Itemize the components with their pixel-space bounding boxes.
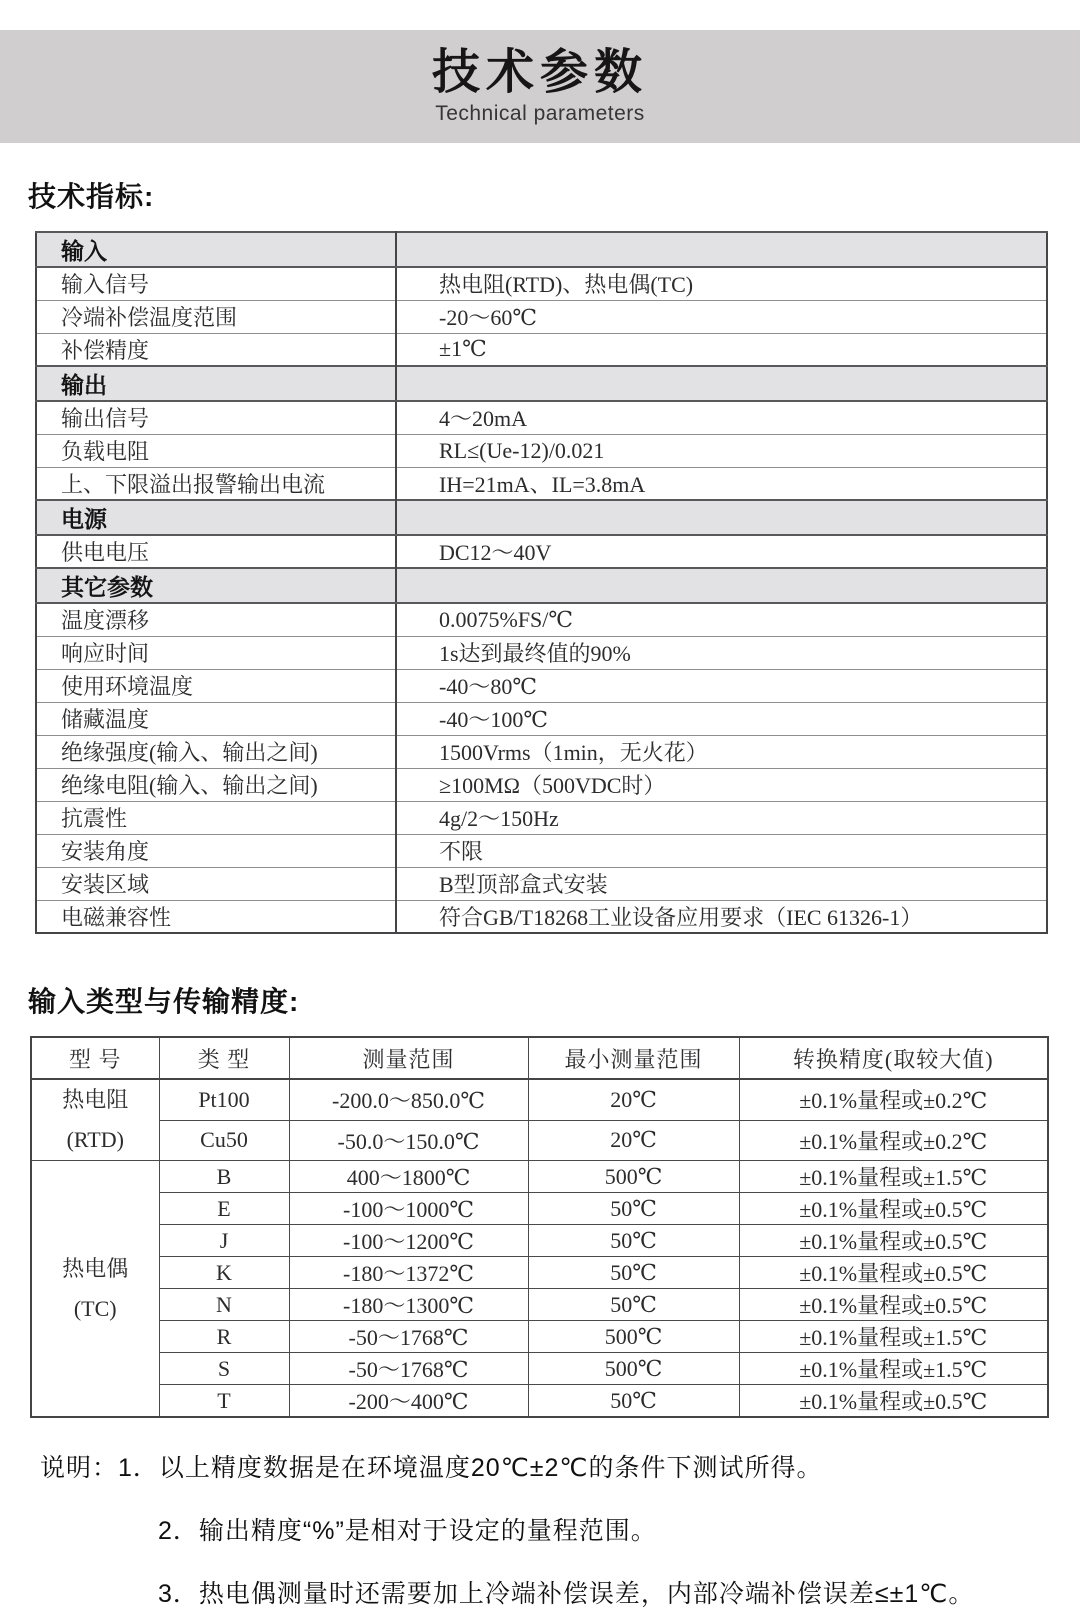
sensor-type: R [159,1321,289,1353]
sensor-model-name: 热电偶 [62,1255,129,1281]
spec-row [36,900,1047,933]
spec-row [36,768,1047,801]
page-subtitle: Technical parameters [435,101,645,125]
min-measure-range: 50℃ [528,1225,739,1257]
spec-row [36,434,1047,467]
accuracy-row [31,1289,1048,1321]
spec-param-value: RL≤(Ue-12)/0.021 [396,434,1047,467]
conversion-accuracy: ±0.1%量程或±1.5℃ [739,1353,1048,1385]
accuracy-row [31,1193,1048,1225]
spec-param-label: 安装角度 [36,834,396,867]
spec-section-label: 其它参数 [36,568,396,603]
spec-section-label: 电源 [36,500,396,535]
conversion-accuracy: ±0.1%量程或±0.5℃ [739,1257,1048,1289]
spec-section-row [36,500,1047,535]
conversion-accuracy: ±0.1%量程或±0.5℃ [739,1193,1048,1225]
spec-param-value: ≥100MΩ（500VDC时） [396,768,1047,801]
conversion-accuracy: ±0.1%量程或±0.5℃ [739,1225,1048,1257]
spec-row [36,834,1047,867]
spec-section-spacer [396,568,1047,603]
conversion-accuracy: ±0.1%量程或±0.5℃ [739,1385,1048,1418]
conversion-accuracy: ±0.1%量程或±1.5℃ [739,1321,1048,1353]
spec-param-value: 4g/2～150Hz [396,801,1047,834]
min-measure-range: 500℃ [528,1353,739,1385]
min-measure-range: 500℃ [528,1161,739,1193]
note-2: 2．输出精度“%”是相对于设定的量程范围。 [158,1517,657,1545]
spec-row [36,636,1047,669]
sensor-model-cell [31,1161,159,1418]
spec-row [36,603,1047,636]
accuracy-header-cell: 测量范围 [289,1037,528,1079]
measure-range: -100～1000℃ [289,1193,528,1225]
spec-param-value: -40～100℃ [396,702,1047,735]
note-3: 3．热电偶测量时还需要加上冷端补偿误差，内部冷端补偿误差≤±1℃。 [158,1580,975,1608]
spec-row [36,669,1047,702]
spec-param-label: 使用环境温度 [36,669,396,702]
min-measure-range: 50℃ [528,1385,739,1418]
sensor-type: Pt100 [159,1079,289,1120]
header-banner [0,30,1080,143]
spec-row [36,333,1047,366]
spec-param-label: 绝缘电阻(输入、输出之间) [36,768,396,801]
min-measure-range: 50℃ [528,1289,739,1321]
sensor-model-cell [31,1079,159,1161]
spec-param-label: 输入信号 [36,267,396,300]
accuracy-row [31,1257,1048,1289]
accuracy-header-cell: 类 型 [159,1037,289,1079]
measure-range: 400～1800℃ [289,1161,528,1193]
measure-range: -50～1768℃ [289,1321,528,1353]
spec-section-row [36,568,1047,603]
spec-section-spacer [396,232,1047,267]
spec-section-label: 输入 [36,232,396,267]
min-measure-range: 50℃ [528,1257,739,1289]
sensor-model-name: 热电阻 [62,1087,129,1112]
accuracy-row [31,1161,1048,1193]
sensor-type: K [159,1257,289,1289]
sensor-type: E [159,1193,289,1225]
spec-param-label: 温度漂移 [36,603,396,636]
sensor-type: T [159,1385,289,1418]
spec-param-value: 4～20mA [396,401,1047,434]
spec-param-value: 1500Vrms（1min，无火花） [396,735,1047,768]
spec-param-value: 1s达到最终值的90% [396,636,1047,669]
spec-row [36,535,1047,568]
spec-row [36,702,1047,735]
spec-section-spacer [396,500,1047,535]
spec-section-heading: 技术指标: [28,181,155,212]
spec-section-row [36,366,1047,401]
spec-param-label: 储藏温度 [36,702,396,735]
spec-table [35,231,1048,934]
accuracy-header-cell: 型 号 [31,1037,159,1079]
spec-section-row [36,232,1047,267]
min-measure-range: 50℃ [528,1193,739,1225]
spec-row [36,467,1047,500]
accuracy-header-row [31,1037,1048,1079]
sensor-type: N [159,1289,289,1321]
spec-param-value: ±1℃ [396,333,1047,366]
spec-param-label: 电磁兼容性 [36,900,396,933]
accuracy-table-body [31,1079,1048,1417]
spec-row [36,801,1047,834]
spec-row [36,300,1047,333]
spec-param-value: 符合GB/T18268工业设备应用要求（IEC 61326-1） [396,900,1047,933]
sensor-model-abbr: (RTD) [66,1127,124,1152]
spec-param-value: 热电阻(RTD)、热电偶(TC) [396,267,1047,300]
accuracy-header-cell: 最小测量范围 [528,1037,739,1079]
conversion-accuracy: ±0.1%量程或±0.5℃ [739,1289,1048,1321]
accuracy-row [31,1225,1048,1257]
accuracy-row [31,1385,1048,1418]
accuracy-row [31,1079,1048,1120]
spec-param-value: 0.0075%FS/℃ [396,603,1047,636]
spec-row [36,867,1047,900]
accuracy-table [30,1036,1049,1418]
sensor-type: S [159,1353,289,1385]
spec-row [36,735,1047,768]
spec-row [36,401,1047,434]
page-title: 技术参数 [431,46,648,100]
spec-param-label: 抗震性 [36,801,396,834]
conversion-accuracy: ±0.1%量程或±1.5℃ [739,1161,1048,1193]
sensor-type: J [159,1225,289,1257]
measure-range: -100～1200℃ [289,1225,528,1257]
sensor-type: B [159,1161,289,1193]
spec-param-label: 冷端补偿温度范围 [36,300,396,333]
notes-block [40,1448,1080,1610]
spec-param-label: 绝缘强度(输入、输出之间) [36,735,396,768]
spec-section-spacer [396,366,1047,401]
spec-param-label: 补偿精度 [36,333,396,366]
sensor-type: Cu50 [159,1120,289,1160]
spec-table-body [36,232,1047,933]
spec-param-label: 供电电压 [36,535,396,568]
min-measure-range: 500℃ [528,1321,739,1353]
measure-range: -180～1372℃ [289,1257,528,1289]
spec-section-label: 输出 [36,366,396,401]
spec-param-label: 输出信号 [36,401,396,434]
measure-range: -50～1768℃ [289,1353,528,1385]
spec-param-value: 不限 [396,834,1047,867]
spec-row [36,267,1047,300]
spec-param-value: -40～80℃ [396,669,1047,702]
note-1: 说明：1．以上精度数据是在环境温度20℃±2℃的条件下测试所得。 [40,1454,823,1482]
conversion-accuracy: ±0.1%量程或±0.2℃ [739,1079,1048,1120]
accuracy-header-cell: 转换精度(取较大值) [739,1037,1048,1079]
spec-param-value: IH=21mA、IL=3.8mA [396,467,1047,500]
measure-range: -180～1300℃ [289,1289,528,1321]
min-measure-range: 20℃ [528,1079,739,1120]
accuracy-row [31,1321,1048,1353]
accuracy-section-heading: 输入类型与传输精度: [28,986,300,1017]
measure-range: -200～400℃ [289,1385,528,1418]
measure-range: -200.0～850.0℃ [289,1079,528,1120]
measure-range: -50.0～150.0℃ [289,1120,528,1160]
spec-param-label: 负载电阻 [36,434,396,467]
sensor-model-abbr: (TC) [73,1295,117,1321]
spec-param-label: 响应时间 [36,636,396,669]
accuracy-row [31,1120,1048,1160]
spec-param-value: DC12～40V [396,535,1047,568]
accuracy-row [31,1353,1048,1385]
spec-param-value: -20～60℃ [396,300,1047,333]
conversion-accuracy: ±0.1%量程或±0.2℃ [739,1120,1048,1160]
spec-param-value: B型顶部盒式安装 [396,867,1047,900]
spec-param-label: 安装区域 [36,867,396,900]
spec-param-label: 上、下限溢出报警输出电流 [36,467,396,500]
min-measure-range: 20℃ [528,1120,739,1160]
